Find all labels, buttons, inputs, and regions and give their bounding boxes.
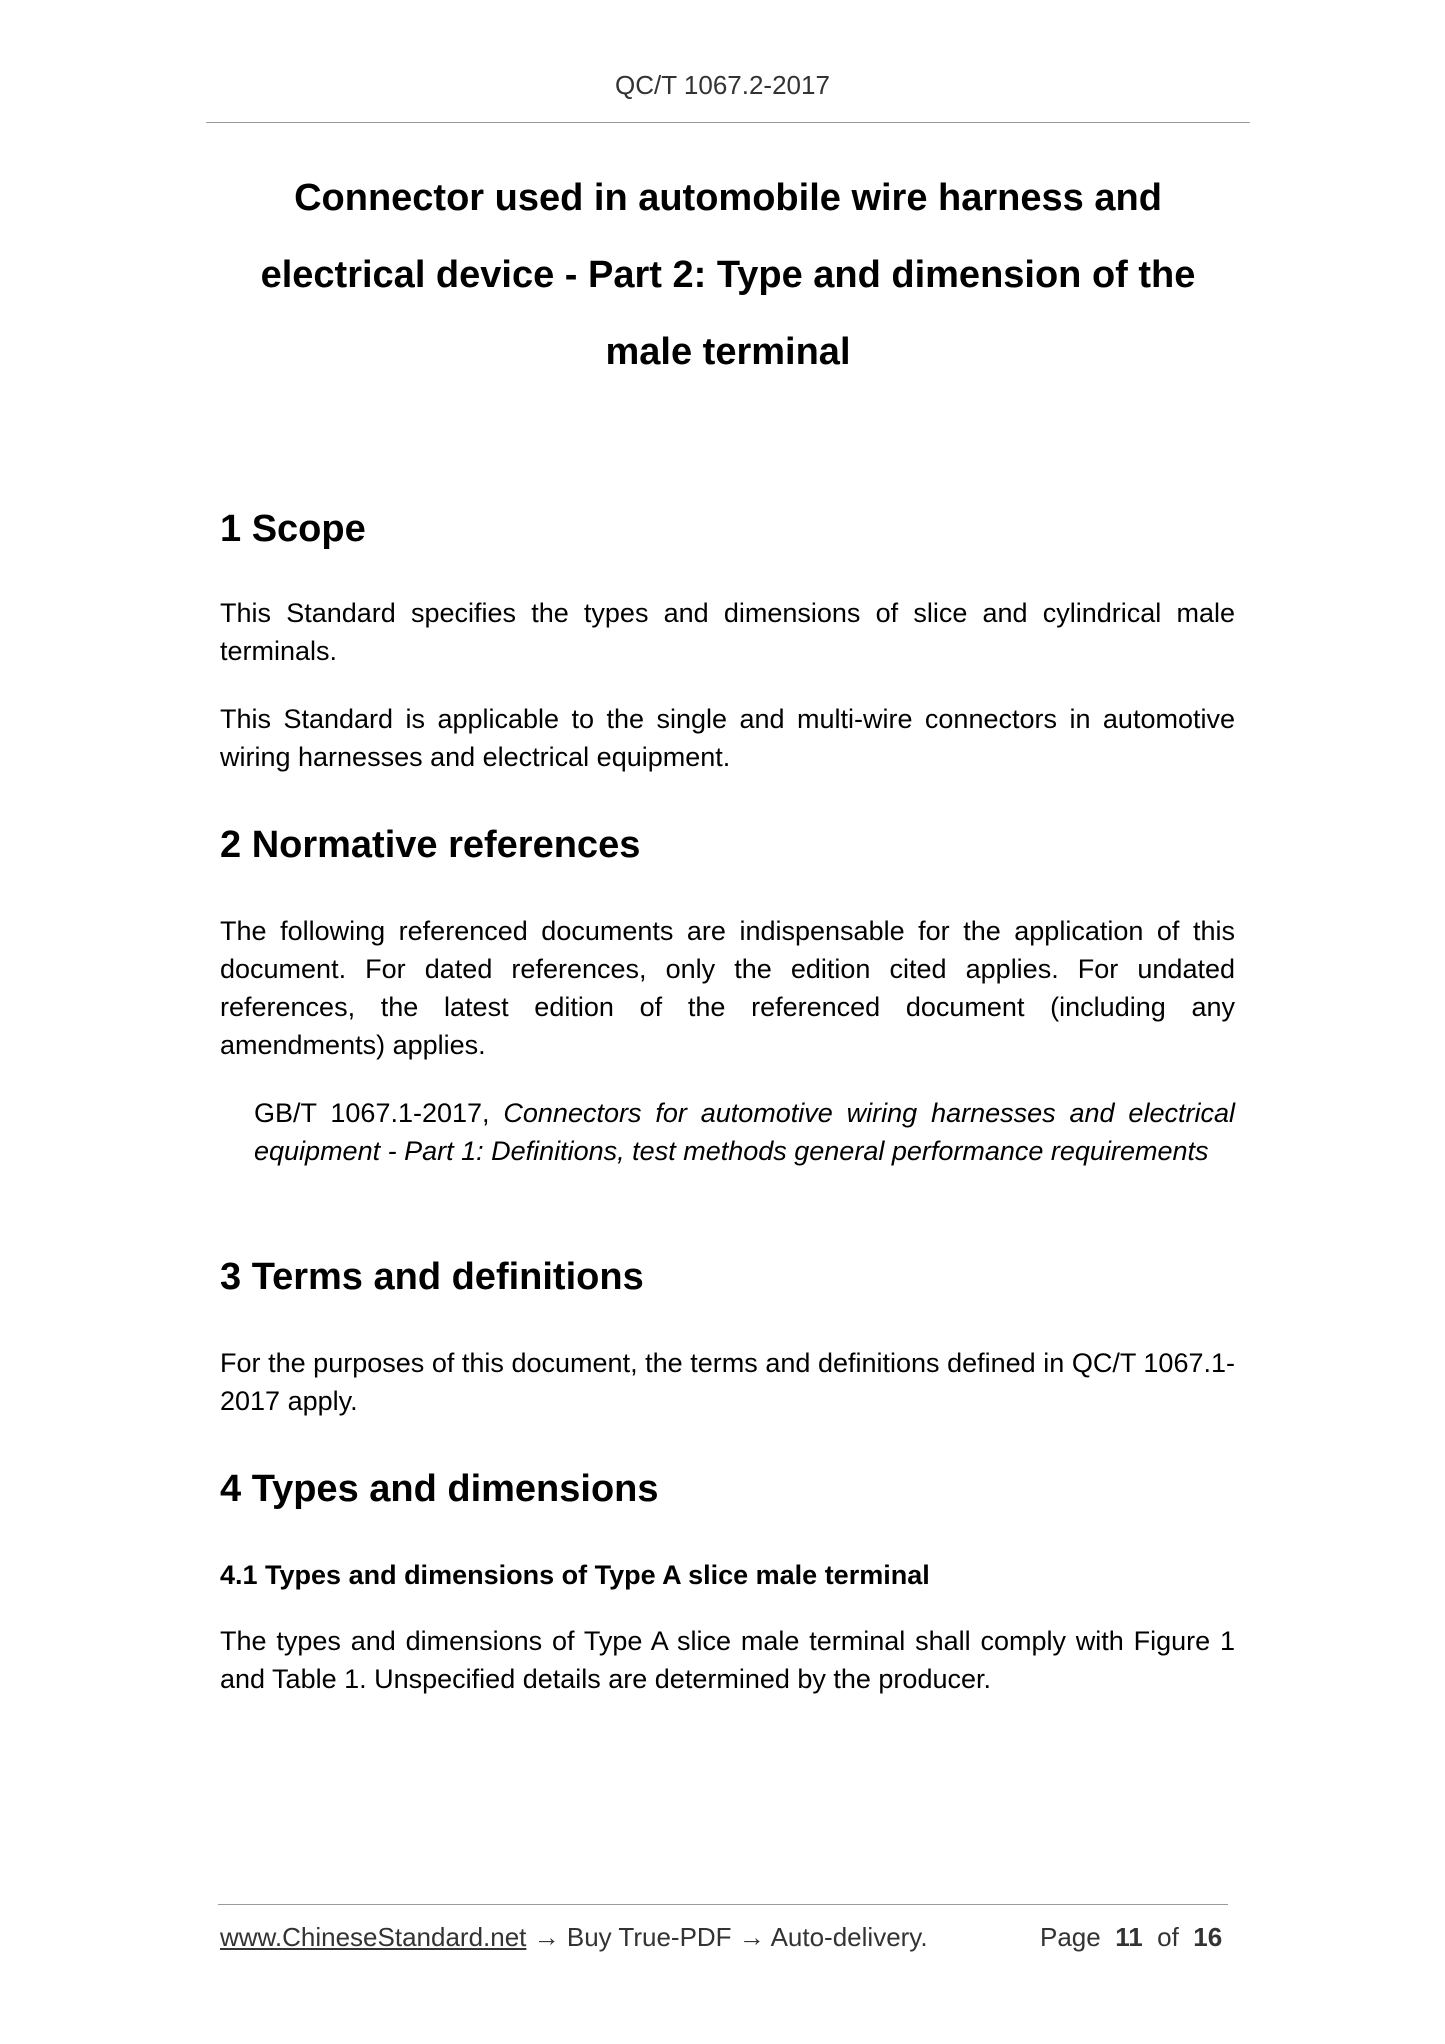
scope-paragraph-2: This Standard is applicable to the single and multi-wire connectors in automotive wiring harnesses and electrical equipment.	[220, 704, 1235, 772]
page-label: Page	[1040, 1922, 1101, 1952]
reference-title: Connectors for automotive wiring harnesses and electrical equipment - Part 1: Definitions, test methods general performance requirements	[254, 1098, 1235, 1166]
footer-tagline: → Buy True-PDF → Auto-delivery.	[526, 1922, 928, 1952]
document-title-line-3: male terminal	[605, 331, 851, 373]
document-title	[206, 160, 1250, 391]
page-indicator	[1040, 1922, 1222, 1953]
section-heading-terms-and-definitions: 3 Terms and definitions	[220, 1256, 644, 1298]
footer-divider	[218, 1904, 1228, 1905]
normative-reference-item	[254, 1094, 1235, 1170]
section-heading-scope: 1 Scope	[220, 508, 366, 550]
page-total: 16	[1193, 1922, 1223, 1952]
normative-references-paragraph: The following referenced documents are indispensable for the application of this document. For dated references, only the edition cited applies. For undated references, the latest edition of the referenced document (including any amendments) applies.	[220, 916, 1235, 1060]
terms-paragraph: For the purposes of this document, the terms and definitions defined in QC/T 1067.1-2017 apply.	[220, 1348, 1235, 1416]
subsection-heading-type-a-slice: 4.1 Types and dimensions of Type A slice male terminal	[220, 1560, 930, 1590]
section-heading-normative-references: 2 Normative references	[220, 824, 641, 866]
document-code-header: QC/T 1067.2-2017	[615, 70, 830, 100]
footer-promo	[220, 1922, 928, 1953]
header-divider	[206, 122, 1250, 123]
page-of-label: of	[1157, 1922, 1179, 1952]
scope-paragraph-1: This Standard specifies the types and dimensions of slice and cylindrical male terminals.	[220, 598, 1235, 666]
document-title-line-2: electrical device - Part 2: Type and dimension of the	[260, 254, 1196, 296]
page-current: 11	[1115, 1922, 1143, 1952]
section-heading-types-and-dimensions: 4 Types and dimensions	[220, 1468, 659, 1510]
types-paragraph: The types and dimensions of Type A slice male terminal shall comply with Figure 1 and Table 1. Unspecified details are determined by the producer.	[220, 1626, 1235, 1694]
document-title-line-1: Connector used in automobile wire harness and	[294, 177, 1162, 219]
reference-code: GB/T 1067.1-2017,	[254, 1098, 490, 1128]
website-link[interactable]: www.ChineseStandard.net	[220, 1922, 527, 1952]
